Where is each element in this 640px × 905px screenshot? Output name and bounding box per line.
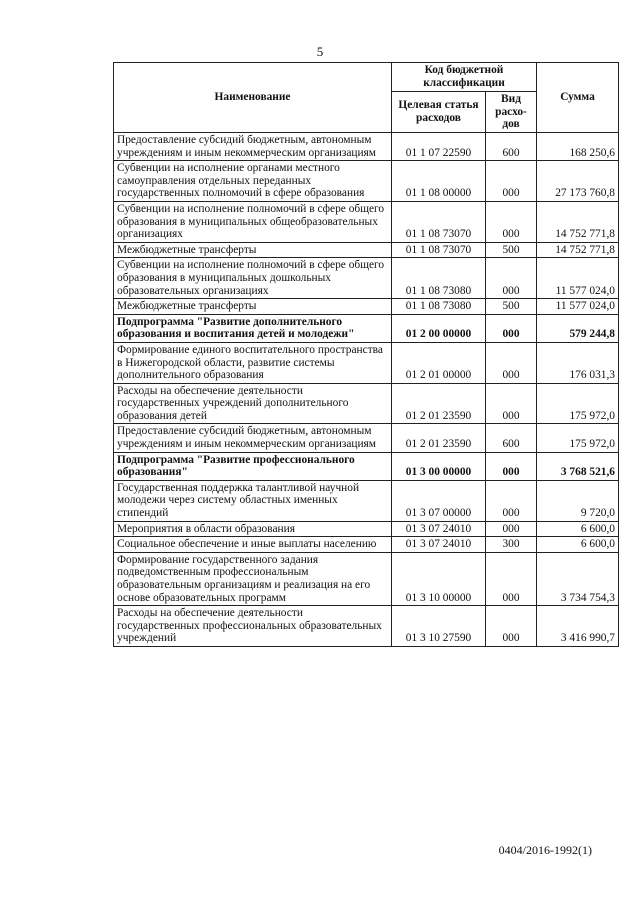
table-row bbox=[114, 133, 619, 161]
row-code: 01 3 07 24010 bbox=[392, 521, 486, 537]
row-name: Формирование государственного задания подведомственным профессиональным образовательным организациям и реализация на его основе образовательных программ bbox=[114, 552, 392, 605]
row-sum: 11 577 024,0 bbox=[537, 299, 619, 315]
row-type: 000 bbox=[486, 521, 537, 537]
row-type: 000 bbox=[486, 201, 537, 242]
row-type: 000 bbox=[486, 342, 537, 383]
row-code: 01 2 01 23590 bbox=[392, 424, 486, 452]
row-sum: 3 416 990,7 bbox=[537, 606, 619, 647]
table-row bbox=[114, 299, 619, 315]
header-name: Наименование bbox=[114, 63, 392, 133]
row-sum: 9 720,0 bbox=[537, 480, 619, 521]
row-name: Субвенции на исполнение полномочий в сфере общего образования в муниципальных общеобразовательных организациях bbox=[114, 201, 392, 242]
row-code: 01 1 08 00000 bbox=[392, 161, 486, 202]
row-type: 000 bbox=[486, 161, 537, 202]
row-name: Расходы на обеспечение деятельности государственных профессиональных образовательных учреждений bbox=[114, 606, 392, 647]
row-sum: 579 244,8 bbox=[537, 314, 619, 342]
row-type: 000 bbox=[486, 552, 537, 605]
row-sum: 14 752 771,8 bbox=[537, 242, 619, 258]
row-name: Предоставление субсидий бюджетным, автономным учреждениям и иным некоммерческим организациям bbox=[114, 424, 392, 452]
row-name: Субвенции на исполнение полномочий в сфере общего образования в муниципальных дошкольных образовательных организациях bbox=[114, 258, 392, 299]
row-code: 01 1 08 73070 bbox=[392, 242, 486, 258]
row-type: 600 bbox=[486, 133, 537, 161]
table-row bbox=[114, 201, 619, 242]
row-sum: 6 600,0 bbox=[537, 521, 619, 537]
row-name: Расходы на обеспечение деятельности государственных учреждений дополнительного образования детей bbox=[114, 383, 392, 424]
row-code: 01 3 07 00000 bbox=[392, 480, 486, 521]
row-name: Мероприятия в области образования bbox=[114, 521, 392, 537]
table-row bbox=[114, 537, 619, 553]
row-sum: 176 031,3 bbox=[537, 342, 619, 383]
table-row bbox=[114, 452, 619, 480]
row-name: Подпрограмма "Развитие дополнительного образования и воспитания детей и молодежи" bbox=[114, 314, 392, 342]
row-sum: 168 250,6 bbox=[537, 133, 619, 161]
row-code: 01 3 07 24010 bbox=[392, 537, 486, 553]
budget-table bbox=[113, 62, 619, 647]
row-sum: 175 972,0 bbox=[537, 424, 619, 452]
header-code-group: Код бюджетной классификации bbox=[392, 63, 537, 92]
row-code: 01 2 01 23590 bbox=[392, 383, 486, 424]
table-row bbox=[114, 314, 619, 342]
row-name: Государственная поддержка талантливой научной молодежи через систему областных именных стипендий bbox=[114, 480, 392, 521]
table-row bbox=[114, 342, 619, 383]
row-sum: 6 600,0 bbox=[537, 537, 619, 553]
table-row bbox=[114, 480, 619, 521]
row-code: 01 1 07 22590 bbox=[392, 133, 486, 161]
row-sum: 11 577 024,0 bbox=[537, 258, 619, 299]
row-name: Социальное обеспечение и иные выплаты населению bbox=[114, 537, 392, 553]
table-row bbox=[114, 521, 619, 537]
row-code: 01 3 10 00000 bbox=[392, 552, 486, 605]
row-type: 000 bbox=[486, 480, 537, 521]
row-type: 000 bbox=[486, 314, 537, 342]
row-sum: 14 752 771,8 bbox=[537, 201, 619, 242]
row-name: Межбюджетные трансферты bbox=[114, 299, 392, 315]
row-code: 01 1 08 73070 bbox=[392, 201, 486, 242]
page-number: 5 bbox=[316, 44, 324, 59]
header-sum: Сумма bbox=[537, 63, 619, 133]
row-type: 600 bbox=[486, 424, 537, 452]
row-type: 300 bbox=[486, 537, 537, 553]
table-row bbox=[114, 552, 619, 605]
header-type: Вид расхо-дов bbox=[486, 92, 537, 133]
row-type: 500 bbox=[486, 299, 537, 315]
row-sum: 175 972,0 bbox=[537, 383, 619, 424]
header-row bbox=[114, 63, 619, 92]
row-name: Предоставление субсидий бюджетным, автономным учреждениям и иным некоммерческим организациям bbox=[114, 133, 392, 161]
row-type: 500 bbox=[486, 242, 537, 258]
row-code: 01 3 00 00000 bbox=[392, 452, 486, 480]
table-row bbox=[114, 258, 619, 299]
row-sum: 3 768 521,6 bbox=[537, 452, 619, 480]
document-number: 0404/2016-1992(1) bbox=[498, 843, 592, 857]
table-row bbox=[114, 606, 619, 647]
row-name: Межбюджетные трансферты bbox=[114, 242, 392, 258]
row-code: 01 2 00 00000 bbox=[392, 314, 486, 342]
row-code: 01 3 10 27590 bbox=[392, 606, 486, 647]
row-code: 01 1 08 73080 bbox=[392, 258, 486, 299]
row-type: 000 bbox=[486, 452, 537, 480]
row-name: Подпрограмма "Развитие профессионального образования" bbox=[114, 452, 392, 480]
row-name: Формирование единого воспитательного пространства в Нижегородской области, развитие системы дополнительного образования bbox=[114, 342, 392, 383]
row-type: 000 bbox=[486, 606, 537, 647]
table-row bbox=[114, 424, 619, 452]
header-target: Целевая статья расходов bbox=[392, 92, 486, 133]
row-sum: 27 173 760,8 bbox=[537, 161, 619, 202]
table-row bbox=[114, 242, 619, 258]
row-name: Субвенции на исполнение органами местного самоуправления отдельных переданных государственных полномочий в сфере образования bbox=[114, 161, 392, 202]
table-row bbox=[114, 161, 619, 202]
row-code: 01 2 01 00000 bbox=[392, 342, 486, 383]
row-type: 000 bbox=[486, 383, 537, 424]
row-sum: 3 734 754,3 bbox=[537, 552, 619, 605]
row-type: 000 bbox=[486, 258, 537, 299]
table-row bbox=[114, 383, 619, 424]
row-code: 01 1 08 73080 bbox=[392, 299, 486, 315]
table-body bbox=[114, 133, 619, 647]
